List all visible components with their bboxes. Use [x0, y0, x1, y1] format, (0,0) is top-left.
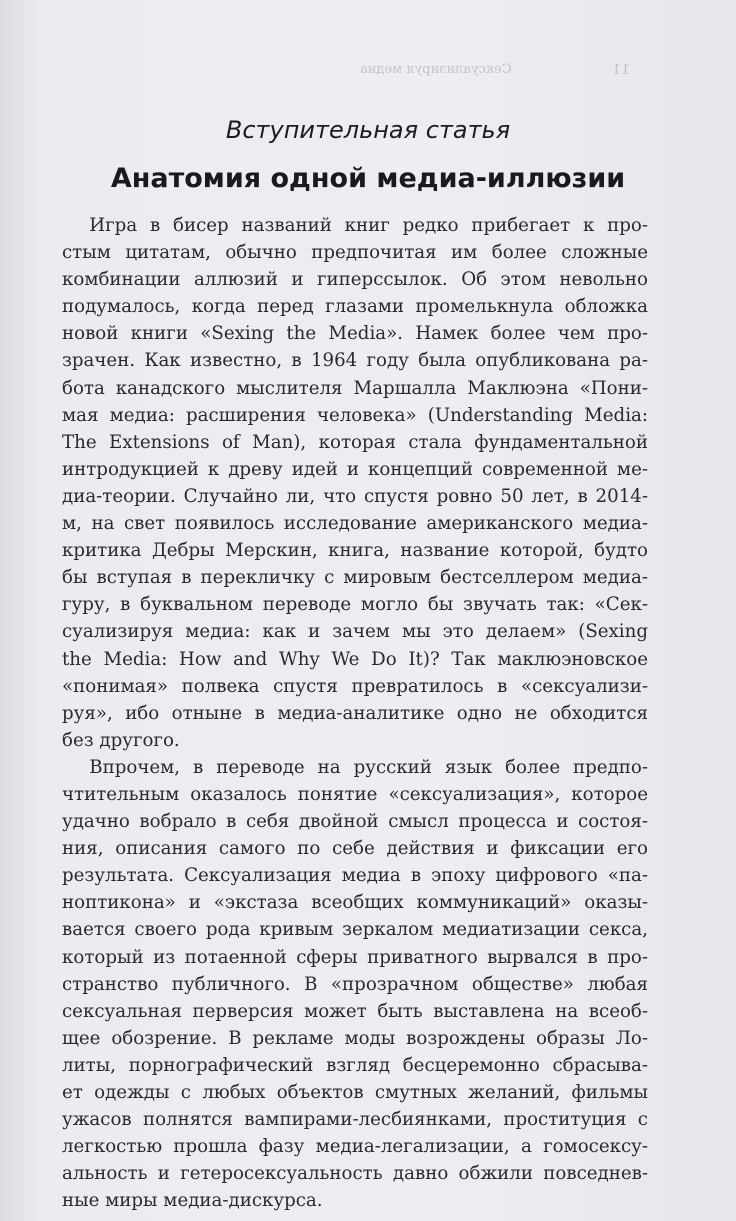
bleed-through-page-number: 11: [612, 62, 630, 78]
paragraph: [62, 212, 648, 754]
text-line: чтительным оказалось понятие «сексуализация», которое: [62, 783, 648, 805]
text-line: без другого.: [62, 729, 180, 751]
text-line: ния, описания самого по себе действия и фиксации его: [62, 838, 648, 860]
text-line: бы вступая в перекличку с мировым бестселлером медиа-: [62, 567, 648, 589]
section-kicker: Вступительная статья: [225, 116, 511, 144]
text-line: the Media: How and Why We Do It)? Так маклюэновское: [62, 648, 648, 670]
text-line: Игра в бисер названий книг редко прибегает к про-: [62, 215, 648, 236]
text-line: подумалось, когда перед глазами промелькнула обложка: [62, 296, 648, 318]
text-line: ужасов полнятся вампирами-лесбиянками, проституция с: [62, 1109, 648, 1131]
text-line: ные миры медиа-дискурса.: [62, 1190, 323, 1212]
text-line: диа-теории. Случайно ли, что спустя ровно 50 лет, в 2014-: [62, 485, 648, 507]
text-line: комбинации аллюзий и гиперссылок. Об этом невольно: [62, 269, 648, 291]
text-line: бота канадского мыслителя Маршалла Маклюэна «Пони-: [62, 377, 648, 399]
text-line: «понимая» полвека спустя превратилось в «сексуализи-: [62, 675, 648, 697]
text-line: сексуальная перверсия может быть выставлена на всеоб-: [62, 1000, 648, 1022]
text-line: интродукцией к древу идей и концепций современной ме-: [62, 458, 648, 480]
text-line: щее обозрение. В рекламе моды возрождены образы Ло-: [62, 1027, 648, 1049]
text-line: Впрочем, в переводе на русский язык более предпо-: [62, 756, 648, 778]
text-line: ноптикона» и «экстаза всеобщих коммуникаций» оказы-: [62, 892, 648, 914]
text-line: удачно вобрало в себя двойной смысл процесса и состоя-: [62, 811, 648, 833]
text-line: зрачен. Как известно, в 1964 году была опубликована ра-: [62, 350, 648, 372]
text-line: м, на свет появилось исследование американского медиа-: [62, 513, 648, 535]
chapter-title: Анатомия одной медиа-иллюзии: [110, 163, 626, 194]
text-line: мая медиа: расширения человека» (Understanding Media:: [62, 404, 648, 426]
bleed-through-running-head: Сексуализируя медиа: [360, 62, 512, 77]
text-line: вается своего рода кривым зеркалом медиатизации секса,: [62, 919, 648, 941]
text-line: который из потаенной сферы приватного вырвался в про-: [62, 946, 648, 968]
text-line: результата. Сексуализация медиа в эпоху цифрового «па-: [62, 865, 648, 887]
text-line: альность и гетеросексуальность давно обжили повседнев-: [62, 1163, 648, 1185]
body-text: [62, 212, 648, 1214]
paragraph: [62, 754, 648, 1215]
text-line: ет одежды с любых объектов смутных желаний, фильмы: [62, 1082, 648, 1103]
text-line: гуру, в буквальном переводе могло бы звучать так: «Сек-: [62, 594, 648, 616]
text-line: литы, порнографический взгляд бесцеремонно сбрасыва-: [62, 1054, 648, 1076]
text-line: легкостью прошла фазу медиа-легализации, а гомосексу-: [62, 1136, 648, 1158]
text-line: новой книги «Sexing the Media». Намек более чем про-: [62, 323, 648, 345]
text-line: The Extensions of Man), которая стала фундаментальной: [62, 431, 648, 453]
text-line: странство публичного. В «прозрачном обществе» любая: [62, 973, 648, 995]
text-line: суализируя медиа: как и зачем мы это делаем» (Sexing: [62, 621, 648, 643]
text-line: руя», ибо отныне в медиа-аналитике одно не обходится: [62, 702, 648, 724]
text-line: стым цитатам, обычно предпочитая им более сложные: [62, 242, 648, 264]
text-line: критика Дебры Мерскин, книга, название которой, будто: [62, 540, 648, 562]
